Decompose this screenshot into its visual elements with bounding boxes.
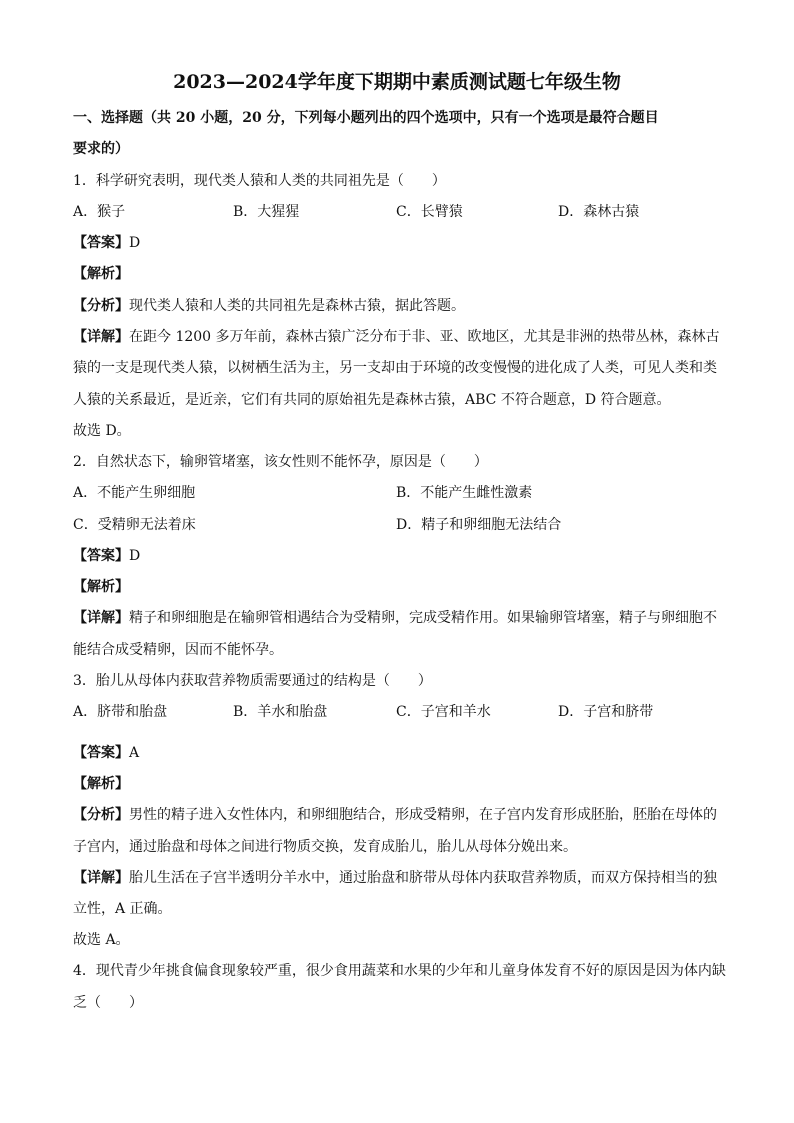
- page-title: 2023—2024学年度下期期中素质测试题七年级生物: [173, 71, 621, 93]
- question-1-fenxi: 【分析】现代类人猿和人类的共同祖先是森林古猿，据此答题。: [73, 298, 465, 314]
- section-heading-line2: 要求的）: [73, 141, 129, 157]
- question-2-options-row1: [73, 484, 723, 502]
- question-4-stem-line2: 乏（ ）: [73, 995, 143, 1011]
- answer-value: D: [129, 235, 141, 251]
- question-2-xiangjie-line1: 【详解】精子和卵细胞是在输卵管相遇结合为受精卵，完成受精作用。如果输卵管堵塞，精子与卵细胞不: [73, 610, 717, 626]
- option-d: D．精子和卵细胞无法结合: [396, 517, 562, 533]
- question-1-stem: 1．科学研究表明，现代类人猿和人类的共同祖先是（ ）: [73, 173, 446, 189]
- question-1-xiangjie-line1: 【详解】在距今 1200 多万年前，森林古猿广泛分布于非、亚、欧地区，尤其是非洲的热带丛林，森林古: [73, 329, 720, 345]
- question-1-conclusion: 故选 D。: [73, 423, 131, 439]
- option-c: C．长臂猿: [396, 204, 463, 220]
- question-3-xiangjie-line1: 【详解】胎儿生活在子宫半透明分羊水中，通过胎盘和脐带从母体内获取营养物质，而双方保持相当的独: [73, 870, 717, 886]
- option-c: C．受精卵无法着床: [73, 517, 196, 533]
- option-b: B．大猩猩: [233, 204, 300, 220]
- question-1-xiangjie-line3: 人猿的关系最近，是近亲，它们有共同的原始祖先是森林古猿，ABC 不符合题意，D 符合题意。: [73, 392, 671, 408]
- question-3-conclusion: 故选 A。: [73, 932, 130, 948]
- question-4-stem-line1: 4．现代青少年挑食偏食现象较严重，很少食用蔬菜和水果的少年和儿童身体发育不好的原因是因为体内缺: [73, 963, 726, 979]
- option-b: B．不能产生雌性激素: [396, 485, 533, 501]
- option-a: A．不能产生卵细胞: [73, 485, 196, 501]
- question-1-xiangjie-line2: 猿的一支是现代类人猿，以树栖生活为主，另一支却由于环境的改变慢慢的进化成了人类，可见人类和类: [73, 360, 717, 376]
- question-1-answer: 【答案】D: [73, 235, 141, 251]
- question-2-options-row2: [73, 516, 723, 534]
- option-d: D．子宫和脐带: [558, 704, 654, 720]
- option-a: A．猴子: [73, 204, 126, 220]
- question-3-xiangjie-line2: 立性，A 正确。: [73, 901, 172, 917]
- option-b: B．羊水和胎盘: [233, 704, 328, 720]
- question-2-stem: 2．自然状态下，输卵管堵塞，该女性则不能怀孕，原因是（ ）: [73, 454, 488, 470]
- question-2-answer: 【答案】D: [73, 548, 141, 564]
- answer-value: D: [129, 548, 141, 564]
- answer-value: A: [129, 745, 140, 761]
- option-a: A．脐带和胎盘: [73, 704, 168, 720]
- question-1-options: [73, 203, 723, 221]
- question-2-analysis-label: 【解析】: [73, 579, 129, 595]
- option-c: C．子宫和羊水: [396, 704, 491, 720]
- question-1-analysis-label: 【解析】: [73, 266, 129, 282]
- question-3-analysis-label: 【解析】: [73, 776, 129, 792]
- question-3-fenxi-line2: 子宫内，通过胎盘和母体之间进行物质交换，发育成胎儿，胎儿从母体分娩出来。: [73, 839, 577, 855]
- question-3-fenxi-line1: 【分析】男性的精子进入女性体内，和卵细胞结合，形成受精卵，在子宫内发育形成胚胎，胚胎在母体的: [73, 807, 717, 823]
- question-3-answer: 【答案】A: [73, 745, 140, 761]
- section-heading-line1: 一、选择题（共 20 小题，20 分，下列每小题列出的四个选项中，只有一个选项是最符合题目: [73, 110, 659, 126]
- question-2-xiangjie-line2: 能结合成受精卵，因而不能怀孕。: [73, 642, 283, 658]
- option-d: D．森林古猿: [558, 204, 640, 220]
- question-3-stem: 3．胎儿从母体内获取营养物质需要通过的结构是（ ）: [73, 673, 432, 689]
- question-3-options: [73, 703, 723, 721]
